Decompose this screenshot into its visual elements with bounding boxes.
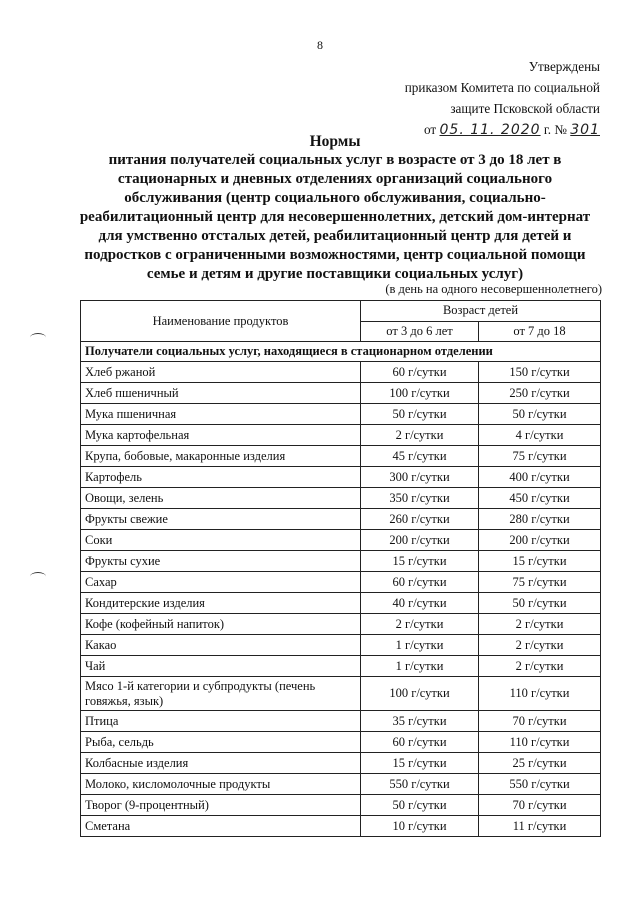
value-3-6-cell: 260 г/сутки [361, 509, 479, 530]
value-3-6-cell: 50 г/сутки [361, 404, 479, 425]
value-7-18-cell: 50 г/сутки [479, 593, 601, 614]
value-7-18-cell: 280 г/сутки [479, 509, 601, 530]
table-row [81, 509, 601, 530]
value-7-18-cell: 2 г/сутки [479, 614, 601, 635]
margin-mark [30, 572, 46, 581]
product-name-cell: Чай [81, 656, 361, 677]
product-name-cell: Рыба, сельдь [81, 732, 361, 753]
table-row [81, 425, 601, 446]
product-name-cell: Сахар [81, 572, 361, 593]
value-7-18-cell: 50 г/сутки [479, 404, 601, 425]
approval-line-3: защите Псковской области [450, 101, 600, 116]
header-age: Возраст детей [361, 301, 601, 322]
product-name-cell: Мука пшеничная [81, 404, 361, 425]
table-row [81, 774, 601, 795]
product-name-cell: Хлеб пшеничный [81, 383, 361, 404]
table-row [81, 362, 601, 383]
product-name-cell: Колбасные изделия [81, 753, 361, 774]
value-3-6-cell: 1 г/сутки [361, 635, 479, 656]
header-product-name: Наименование продуктов [81, 301, 361, 342]
table-row [81, 732, 601, 753]
margin-mark [30, 333, 46, 342]
value-3-6-cell: 60 г/сутки [361, 572, 479, 593]
product-name-cell: Молоко, кисломолочные продукты [81, 774, 361, 795]
table-row [81, 711, 601, 732]
table-row [81, 795, 601, 816]
value-7-18-cell: 15 г/сутки [479, 551, 601, 572]
value-7-18-cell: 70 г/сутки [479, 795, 601, 816]
value-7-18-cell: 75 г/сутки [479, 446, 601, 467]
approval-number: 301 [570, 122, 600, 138]
product-name-cell: Фрукты свежие [81, 509, 361, 530]
value-3-6-cell: 100 г/сутки [361, 677, 479, 711]
value-7-18-cell: 200 г/сутки [479, 530, 601, 551]
table-row [81, 816, 601, 837]
table-row [81, 614, 601, 635]
value-3-6-cell: 50 г/сутки [361, 795, 479, 816]
value-3-6-cell: 300 г/сутки [361, 467, 479, 488]
value-7-18-cell: 2 г/сутки [479, 656, 601, 677]
table-row [81, 551, 601, 572]
table-row [81, 635, 601, 656]
value-7-18-cell: 75 г/сутки [479, 572, 601, 593]
value-3-6-cell: 40 г/сутки [361, 593, 479, 614]
table-row [81, 530, 601, 551]
value-3-6-cell: 35 г/сутки [361, 711, 479, 732]
header-age-7-18: от 7 до 18 [479, 321, 601, 342]
product-name-cell: Сметана [81, 816, 361, 837]
product-name-cell: Картофель [81, 467, 361, 488]
table-row [81, 404, 601, 425]
value-3-6-cell: 2 г/сутки [361, 425, 479, 446]
table-row [81, 593, 601, 614]
document-title [70, 132, 600, 284]
table-row [81, 656, 601, 677]
table-note: (в день на одного несовершеннолетнего) [385, 282, 602, 296]
title-heading: Нормы [309, 133, 361, 150]
value-7-18-cell: 400 г/сутки [479, 467, 601, 488]
table-row [81, 572, 601, 593]
value-3-6-cell: 15 г/сутки [361, 753, 479, 774]
product-name-cell: Кондитерские изделия [81, 593, 361, 614]
section-title: Получатели социальных услуг, находящиеся в стационарном отделении [81, 342, 601, 362]
product-name-cell: Крупа, бобовые, макаронные изделия [81, 446, 361, 467]
value-7-18-cell: 110 г/сутки [479, 677, 601, 711]
product-name-cell: Хлеб ржаной [81, 362, 361, 383]
value-3-6-cell: 2 г/сутки [361, 614, 479, 635]
value-7-18-cell: 150 г/сутки [479, 362, 601, 383]
approval-date: 05. 11. 2020 [439, 122, 541, 138]
value-7-18-cell: 450 г/сутки [479, 488, 601, 509]
table-row [81, 383, 601, 404]
value-3-6-cell: 10 г/сутки [361, 816, 479, 837]
value-7-18-cell: 70 г/сутки [479, 711, 601, 732]
product-name-cell: Соки [81, 530, 361, 551]
value-7-18-cell: 25 г/сутки [479, 753, 601, 774]
product-name-cell: Какао [81, 635, 361, 656]
table-row [81, 677, 601, 711]
table-row [81, 467, 601, 488]
value-3-6-cell: 1 г/сутки [361, 656, 479, 677]
product-name-cell: Мука картофельная [81, 425, 361, 446]
approval-line-1: Утверждены [528, 59, 600, 74]
product-name-cell: Кофе (кофейный напиток) [81, 614, 361, 635]
value-7-18-cell: 2 г/сутки [479, 635, 601, 656]
header-age-3-6: от 3 до 6 лет [361, 321, 479, 342]
value-3-6-cell: 60 г/сутки [361, 362, 479, 383]
value-3-6-cell: 550 г/сутки [361, 774, 479, 795]
value-7-18-cell: 110 г/сутки [479, 732, 601, 753]
title-text: питания получателей социальных услуг в возрасте от 3 до 18 лет в стационарных и дневных отделениях организаций социального обслуживания (центр социального обслуживания, социально-реабилитационный центр для несовершеннолетних, детский дом-интернат для умственно отсталых детей, реабилитационный центр для детей и подростков с ограниченными возможностями, центр социальной помощи семье и детям и другие поставщики социальных услуг) [79, 152, 591, 282]
table-row [81, 753, 601, 774]
value-3-6-cell: 350 г/сутки [361, 488, 479, 509]
value-7-18-cell: 550 г/сутки [479, 774, 601, 795]
value-3-6-cell: 45 г/сутки [361, 446, 479, 467]
value-7-18-cell: 4 г/сутки [479, 425, 601, 446]
product-name-cell: Фрукты сухие [81, 551, 361, 572]
value-3-6-cell: 15 г/сутки [361, 551, 479, 572]
table-row [81, 488, 601, 509]
product-name-cell: Мясо 1-й категории и субпродукты (печень говяжья, язык) [81, 677, 361, 711]
table-row [81, 446, 601, 467]
approval-prefix: от [424, 122, 437, 137]
product-name-cell: Птица [81, 711, 361, 732]
value-3-6-cell: 200 г/сутки [361, 530, 479, 551]
value-3-6-cell: 60 г/сутки [361, 732, 479, 753]
value-3-6-cell: 100 г/сутки [361, 383, 479, 404]
approval-block [350, 56, 600, 141]
value-7-18-cell: 250 г/сутки [479, 383, 601, 404]
approval-line-2: приказом Комитета по социальной [404, 80, 600, 95]
nutrition-table [80, 300, 601, 837]
page-number: 8 [317, 38, 323, 52]
product-name-cell: Овощи, зелень [81, 488, 361, 509]
product-name-cell: Творог (9-процентный) [81, 795, 361, 816]
value-7-18-cell: 11 г/сутки [479, 816, 601, 837]
approval-year-suffix: г. № [543, 122, 567, 137]
